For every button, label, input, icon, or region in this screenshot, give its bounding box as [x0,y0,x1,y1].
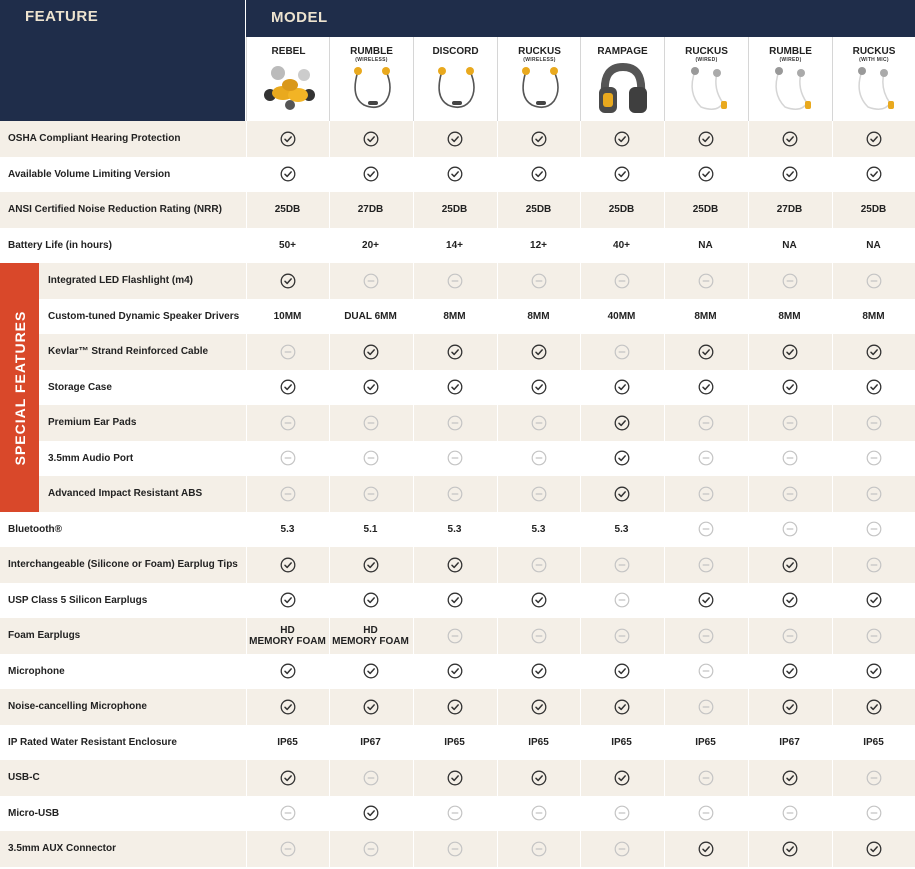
check-icon [497,654,580,690]
not-available-icon [413,441,496,477]
not-available-icon [832,796,915,832]
not-available-icon [580,263,663,299]
spec-value: 25DB [692,204,719,216]
not-available-icon [497,405,580,441]
check-icon [580,689,663,725]
spec-value: 40+ [613,239,630,251]
product-column-rebel [246,37,330,121]
not-available-icon [580,796,663,832]
check-icon [497,121,580,157]
feature-column-header [0,0,245,121]
check-icon [329,654,412,690]
product-column-rumble-wired [748,37,832,121]
spec-value: HD MEMORY FOAM [332,624,409,647]
check-icon [413,370,496,406]
check-icon [413,689,496,725]
not-available-icon [580,547,663,583]
check-icon [329,334,412,370]
not-available-icon [246,476,329,512]
spec-value: 27DB [776,204,803,216]
check-icon [664,334,747,370]
check-icon [329,157,412,193]
feature-label: Custom-tuned Dynamic Speaker Drivers [48,310,240,322]
spec-value: 25DB [608,204,635,216]
spec-value: IP65 [277,736,298,748]
not-available-icon [497,263,580,299]
check-icon [748,547,831,583]
check-icon [580,476,663,512]
feature-label: USP Class 5 Silicon Earplugs [8,594,148,606]
product-subtitle: (WIRED) [695,57,718,63]
table-row [0,334,915,370]
not-available-icon [664,618,747,654]
table-row [0,831,915,867]
not-available-icon [413,263,496,299]
check-icon [832,121,915,157]
check-icon [832,157,915,193]
spec-value: 12+ [530,239,547,251]
feature-label: Premium Ear Pads [48,417,137,428]
spec-value: 14+ [446,239,463,251]
not-available-icon [246,334,329,370]
table-row [0,725,915,761]
not-available-icon [832,760,915,796]
not-available-icon [832,263,915,299]
not-available-icon [497,476,580,512]
spec-value: 27DB [357,204,384,216]
not-available-icon [664,512,747,548]
spec-value: 5.3 [614,523,629,535]
check-icon [832,831,915,867]
table-row [0,263,915,299]
check-icon [748,654,831,690]
not-available-icon [832,441,915,477]
product-name: RUCKUS [852,46,896,57]
not-available-icon [580,831,663,867]
not-available-icon [748,618,831,654]
feature-label: Integrated LED Flashlight (m4) [48,275,194,286]
check-icon [748,689,831,725]
feature-label: Noise-cancelling Microphone [8,701,147,712]
table-row [0,583,915,619]
product-name: REBEL [271,46,306,57]
column-divider [664,121,665,869]
not-available-icon [664,476,747,512]
feature-label: Available Volume Limiting Version [8,168,171,180]
not-available-icon [246,796,329,832]
check-icon [664,157,747,193]
table-row [0,796,915,832]
spec-value: 40MM [607,310,636,322]
spec-value: 25DB [860,204,887,216]
check-icon [246,689,329,725]
product-column-ruckus-wireless [497,37,581,121]
feature-header-label: FEATURE [25,8,99,25]
column-divider [580,121,581,869]
check-icon [497,157,580,193]
check-icon [413,121,496,157]
spec-value: NA [866,239,881,251]
check-icon [413,157,496,193]
product-name: RUCKUS [685,46,728,57]
check-icon [246,583,329,619]
model-header-label: MODEL [271,9,328,26]
check-icon [246,654,329,690]
not-available-icon [664,405,747,441]
check-icon [329,121,412,157]
check-icon [748,121,831,157]
check-icon [580,121,663,157]
not-available-icon [329,405,412,441]
not-available-icon [329,263,412,299]
product-name: RUCKUS [518,46,561,57]
not-available-icon [664,654,747,690]
column-divider [748,121,749,869]
spec-value: IP65 [611,736,632,748]
table-row [0,547,915,583]
check-icon [497,760,580,796]
not-available-icon [413,831,496,867]
not-available-icon [413,405,496,441]
product-name: RAMPAGE [597,46,648,57]
feature-label: Foam Earplugs [8,630,81,641]
not-available-icon [748,796,831,832]
check-icon [832,654,915,690]
check-icon [748,831,831,867]
not-available-icon [664,796,747,832]
table-row [0,121,915,157]
check-icon [832,689,915,725]
spec-value: 10MM [273,310,302,322]
check-icon [580,441,663,477]
spec-value: 20+ [362,239,379,251]
table-row [0,618,915,654]
check-icon [246,370,329,406]
check-icon [413,654,496,690]
not-available-icon [329,441,412,477]
feature-label: OSHA Compliant Hearing Protection [8,133,181,144]
check-icon [497,689,580,725]
not-available-icon [246,405,329,441]
spec-value: IP65 [695,736,716,748]
wired-earbuds-icon [833,63,915,115]
table-row [0,760,915,796]
check-icon [329,583,412,619]
not-available-icon [832,405,915,441]
spec-value: 5.3 [447,523,462,535]
check-icon [413,334,496,370]
table-row [0,405,915,441]
not-available-icon [832,512,915,548]
spec-value: 5.1 [363,523,378,535]
check-icon [329,796,412,832]
not-available-icon [580,583,663,619]
product-column-ruckus-with-mic [832,37,915,121]
spec-value: IP65 [863,736,884,748]
wired-earbuds-icon [665,63,748,115]
not-available-icon [497,441,580,477]
check-icon [246,121,329,157]
spec-value: 25DB [525,204,552,216]
not-available-icon [664,441,747,477]
column-divider [497,121,498,869]
table-row [0,157,915,193]
not-available-icon [748,512,831,548]
table-row [0,654,915,690]
check-icon [246,263,329,299]
not-available-icon [832,547,915,583]
spec-value: 5.3 [280,523,295,535]
not-available-icon [664,547,747,583]
table-row [0,228,915,264]
table-row [0,441,915,477]
product-subtitle: (WIRED) [779,57,802,63]
check-icon [748,583,831,619]
check-icon [832,370,915,406]
check-icon [580,370,663,406]
spec-value: 8MM [694,310,717,322]
check-icon [413,547,496,583]
check-icon [664,121,747,157]
not-available-icon [832,476,915,512]
check-icon [748,370,831,406]
not-available-icon [246,831,329,867]
model-column-header [246,0,915,37]
not-available-icon [748,263,831,299]
check-icon [580,654,663,690]
not-available-icon [246,441,329,477]
not-available-icon [329,476,412,512]
not-available-icon [664,689,747,725]
check-icon [329,689,412,725]
feature-label: IP Rated Water Resistant Enclosure [8,736,177,748]
spec-value: NA [698,239,713,251]
column-divider [832,121,833,869]
column-divider [246,121,247,869]
check-icon [329,547,412,583]
spec-value: IP67 [779,736,800,748]
check-icon [580,405,663,441]
spec-value: IP67 [360,736,381,748]
check-icon [748,760,831,796]
yellow-earbuds-icon [247,63,330,115]
not-available-icon [748,405,831,441]
check-icon [497,334,580,370]
not-available-icon [580,334,663,370]
check-icon [246,760,329,796]
feature-label: Storage Case [48,381,112,393]
table-row [0,370,915,406]
column-divider [329,121,330,869]
feature-label: Bluetooth® [8,523,63,535]
feature-label: ANSI Certified Noise Reduction Rating (NRR) [8,204,222,215]
feature-label: 3.5mm AUX Connector [8,843,116,854]
check-icon [246,157,329,193]
not-available-icon [413,618,496,654]
spec-value: IP65 [528,736,549,748]
check-icon [664,370,747,406]
not-available-icon [832,618,915,654]
check-icon [497,583,580,619]
check-icon [246,547,329,583]
not-available-icon [413,796,496,832]
check-icon [748,334,831,370]
check-icon [832,583,915,619]
check-icon [413,760,496,796]
not-available-icon [664,263,747,299]
table-row [0,476,915,512]
feature-label: 3.5mm Audio Port [48,452,134,464]
product-column-rumble-wireless [329,37,413,121]
not-available-icon [497,547,580,583]
table-row [0,192,915,228]
not-available-icon [497,831,580,867]
table-row [0,689,915,725]
product-name: RUMBLE [350,46,393,57]
check-icon [329,370,412,406]
spec-value: 5.3 [531,523,546,535]
spec-value: HD MEMORY FOAM [249,624,326,647]
product-subtitle: (WIRELESS) [523,57,556,63]
table-row [0,299,915,335]
check-icon [413,583,496,619]
neckband-headphones-icon [581,63,664,115]
check-icon [580,157,663,193]
not-available-icon [664,760,747,796]
spec-value: 25DB [441,204,468,216]
not-available-icon [329,831,412,867]
product-column-rampage [580,37,664,121]
not-available-icon [748,441,831,477]
spec-value: IP65 [444,736,465,748]
product-subtitle: (WITH MIC) [859,57,889,63]
spec-value: 8MM [443,310,466,322]
product-name: RUMBLE [769,46,812,57]
not-available-icon [497,618,580,654]
column-divider [413,121,414,869]
feature-label: Micro-USB [8,807,60,819]
spec-value: 8MM [527,310,550,322]
not-available-icon [748,476,831,512]
check-icon [580,760,663,796]
product-subtitle: (WIRELESS) [355,57,388,63]
feature-label: Interchangeable (Silicone or Foam) Earplug Tips [8,559,238,570]
feature-label: USB-C [8,772,40,783]
special-features-band [0,263,39,512]
spec-value: 25DB [274,204,301,216]
check-icon [748,157,831,193]
product-column-ruckus-wired [664,37,748,121]
not-available-icon [580,618,663,654]
spec-value: 50+ [279,239,296,251]
neckband-earbuds-icon [498,63,581,115]
product-name: DISCORD [432,46,479,57]
wired-earbuds-icon [749,63,832,115]
not-available-icon [497,796,580,832]
check-icon [497,370,580,406]
spec-value: DUAL 6MM [344,310,397,322]
feature-label: Battery Life (in hours) [8,239,112,251]
check-icon [832,334,915,370]
spec-value: 8MM [862,310,885,322]
not-available-icon [329,760,412,796]
not-available-icon [413,476,496,512]
table-row [0,512,915,548]
neckband-earbuds-icon [414,63,497,115]
check-icon [664,583,747,619]
spec-value: 8MM [778,310,801,322]
check-icon [664,831,747,867]
product-column-discord [413,37,497,121]
feature-label: Kevlar™ Strand Reinforced Cable [48,346,209,357]
feature-label: Advanced Impact Resistant ABS [48,488,203,499]
neckband-earbuds-icon [330,63,413,115]
special-features-label: SPECIAL FEATURES [11,310,28,465]
spec-value: NA [782,239,797,251]
feature-label: Microphone [8,665,65,677]
